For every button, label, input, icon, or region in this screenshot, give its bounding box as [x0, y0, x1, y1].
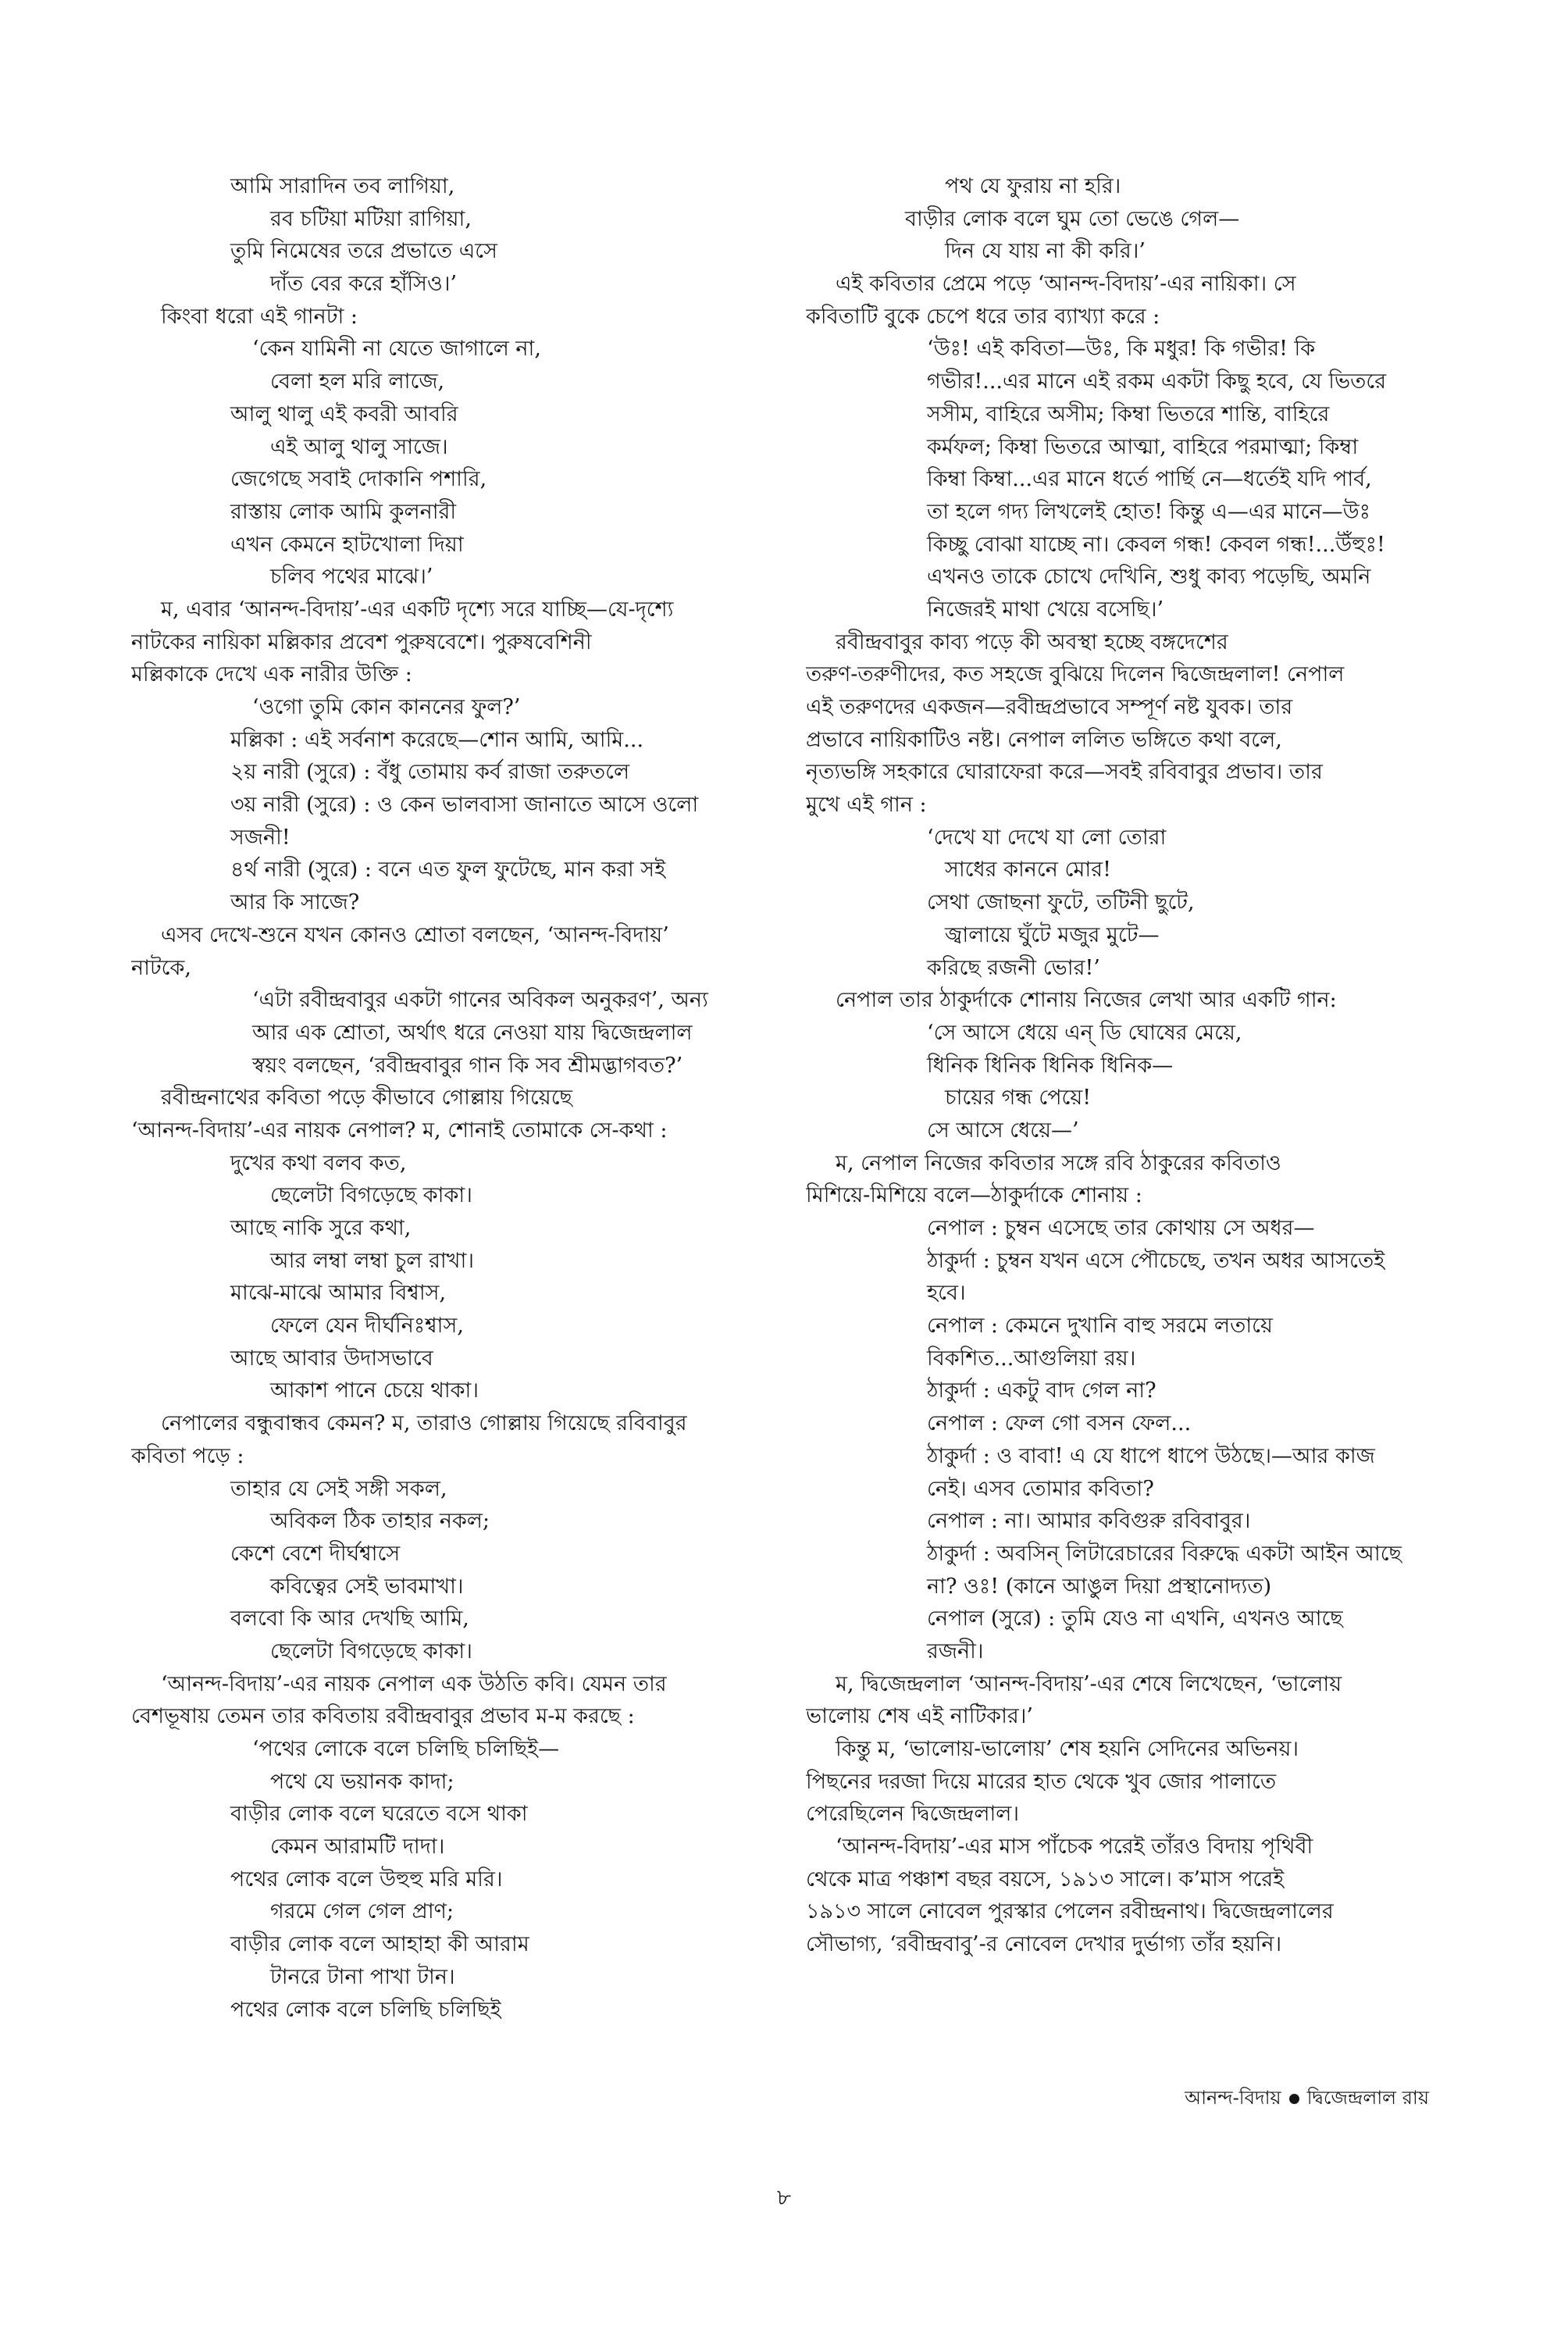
right-column-line: ‘উঃ! এই কবিতা—উঃ, কি মধুর! কি গভীর! কি: [927, 337, 1316, 362]
right-column-line: ঠাকুর্দা : একটু বাদ গেল না?: [927, 1378, 1156, 1403]
left-column-line: সজনী!: [230, 825, 290, 850]
left-column-line: মল্লিকাকে দেখে এক নারীর উক্তি :: [131, 662, 412, 687]
footer-author: দ্বিজেন্দ্রলাল রায়: [1306, 2087, 1429, 2109]
right-column-line: ‘সে আসে ধেয়ে এন্ ডি ঘোষের মেয়ে,: [927, 1020, 1242, 1045]
right-column-line: ঠাকুর্দা : চুম্বন যখন এসে পৌচেছে, তখন অধর আসতেই: [927, 1248, 1385, 1273]
right-column-line: ধিনিক ধিনিক ধিনিক ধিনিক—: [927, 1053, 1174, 1078]
left-column-line: কিংবা ধরো এই গানটা :: [161, 304, 358, 329]
left-column-line: আমি সারাদিন তব লাগিয়া,: [230, 174, 455, 198]
right-column-line: পথ যে ফুরায় না হরি।: [945, 174, 1121, 198]
right-column-line: নেপাল তার ঠাকুর্দাকে শোনায় নিজের লেখা আর একটি গান:: [836, 988, 1337, 1013]
right-column-line: প্রভাবে নায়িকাটিও নষ্ট। নেপাল ললিত ভঙ্গিতে কথা বলে,: [806, 727, 1282, 752]
right-column-line: দিন যে যায় না কী করি।’: [945, 239, 1146, 264]
left-column-line: আর লম্বা লম্বা চুল রাখা।: [270, 1248, 474, 1273]
left-column-line: ‘আনন্দ-বিদায়’-এর নায়ক নেপাল? ম, শোনাই তোমাকে সে-কথা :: [131, 1118, 668, 1143]
left-column-line: ফেলে যেন দীর্ঘনিঃশ্বাস,: [270, 1314, 464, 1339]
right-column-line: না? ওঃ! (কানে আঙুল দিয়া প্রস্থানোদ্যত): [927, 1574, 1272, 1599]
left-column-line: ছেলেটা বিগড়েছে কাকা।: [270, 1183, 472, 1208]
right-column-line: ১৯১৩ সালে নোবেল পুরস্কার পেলেন রবীন্দ্রনাথ। দ্বিজেন্দ্রলালের: [806, 1899, 1334, 1924]
left-column-line: নেপালের বন্ধুবান্ধব কেমন? ম, তারাও গোল্লায় গিয়েছে রবিবাবুর: [161, 1411, 687, 1436]
left-column-line: অবিকল ঠিক তাহার নকল;: [270, 1509, 490, 1534]
right-column-line: তা হলে গদ্য লিখলেই হোত! কিন্তু এ—এর মানে—উঃ: [927, 499, 1371, 524]
left-column-line: ৩য় নারী (সুরে) : ও কেন ভালবাসা জানাতে আসে ওলো: [230, 793, 699, 818]
right-column-line: নেপাল : চুম্বন এসেছে তার কোথায় সে অধর—: [927, 1216, 1315, 1240]
left-column-line: পথের লোক বলে চলিছি চলিছিই: [230, 1997, 501, 2022]
left-text-column: [131, 170, 779, 2026]
right-column-line: ‘আনন্দ-বিদায়’-এর মাস পাঁচেক পরেই তাঁরও বিদায় পৃথিবী: [836, 1835, 1313, 1860]
left-column-line: নাটকে,: [131, 955, 191, 980]
right-column-line: সেথা জোছনা ফুটে, তটিনী ছুটে,: [927, 890, 1195, 915]
page-number: ৮: [776, 2184, 792, 2210]
left-column-line: পথে যে ভয়ানক কাদা;: [270, 1769, 454, 1794]
left-column-line: আর কি সাজে?: [230, 890, 360, 915]
left-column-line: ‘ওগো তুমি কোন কাননের ফুল?’: [252, 695, 521, 719]
right-column-line: হবে।: [927, 1281, 966, 1306]
right-column-line: কর্মফল; কিম্বা ভিতরে আত্মা, বাহিরে পরমাত্মা; কিম্বা: [927, 434, 1359, 459]
right-column-line: তরুণ-তরুণীদের, কত সহজে বুঝিয়ে দিলেন দ্বিজেন্দ্রলাল! নেপাল: [806, 662, 1345, 687]
left-column-line: আছে নাকি সুরে কথা,: [230, 1216, 412, 1240]
right-column-line: করিছে রজনী ভোর!’: [927, 955, 1100, 980]
right-column-line: গভীর!...এর মানে এই রকম একটা কিছু হবে, যে ভিতরে: [927, 369, 1387, 394]
left-column-line: আকাশ পানে চেয়ে থাকা।: [270, 1378, 479, 1403]
left-column-line: মাঝে-মাঝে আমার বিশ্বাস,: [230, 1281, 447, 1306]
left-column-line: ‘আনন্দ-বিদায়’-এর নায়ক নেপাল এক উঠতি কবি। যেমন তার: [161, 1671, 667, 1696]
right-column-line: জ্বালায়ে ঘুঁটে মজুর মুটে—: [945, 922, 1160, 947]
left-column-line: ২য় নারী (সুরে) : বঁধু তোমায় কর্ব রাজা তরুতলে: [230, 760, 630, 785]
left-column-line: এখন কেমনে হাটখোলা দিয়া: [230, 532, 464, 557]
left-column-line: দাঁত বের করে হাঁসিও।’: [270, 272, 458, 297]
left-column-line: রবীন্দ্রনাথের কবিতা পড়ে কীভাবে গোল্লায় গিয়েছে: [161, 1086, 572, 1111]
left-column-line: গরমে গেল গেল প্রাণ;: [270, 1899, 454, 1924]
right-column-line: নৃত্যভঙ্গি সহকারে ঘোরাফেরা করে—সবই রবিবাবুর প্রভাব। তার: [806, 760, 1323, 785]
right-column-line: মুখে এই গান :: [806, 793, 927, 818]
right-column-line: ম, দ্বিজেন্দ্রলাল ‘আনন্দ-বিদায়’-এর শেষে লিখেছেন, ‘ভালোয়: [836, 1671, 1342, 1696]
left-column-line: ছেলেটা বিগড়েছে কাকা।: [270, 1639, 472, 1664]
left-column-line: আলু থালু এই কবরী আবরি: [230, 401, 458, 426]
right-column-line: নেই। এসব তোমার কবিতা?: [927, 1476, 1154, 1501]
right-column-line: কিম্বা কিম্বা...এর মানে ধর্তে পার্ছি নে—ধর্তেই যদি পার্ব,: [927, 467, 1372, 492]
right-column-line: পিছনের দরজা দিয়ে মারের হাত থেকে খুব জোর পালাতে: [806, 1769, 1277, 1794]
right-column-line: সসীম, বাহিরে অসীম; কিম্বা ভিতরে শান্তি, বাহিরে: [927, 401, 1330, 426]
right-column-line: এই তরুণদের একজন—রবীন্দ্রপ্রভাবে সম্পূর্ণ নষ্ট যুবক। তার: [806, 695, 1293, 719]
right-column-line: ‘দেখে যা দেখে যা লো তোরা: [927, 825, 1167, 850]
right-column-line: মিশিয়ে-মিশিয়ে বলে—ঠাকুর্দাকে শোনায় :: [806, 1183, 1142, 1208]
left-column-line: কেশে বেশে দীর্ঘশ্বাসে: [230, 1541, 401, 1566]
left-column-line: বাড়ীর লোক বলে আহাহা কী আরাম: [230, 1932, 529, 1957]
right-column-line: ভালোয় শেষ এই নাটিকার।’: [806, 1704, 1033, 1729]
left-column-line: আর এক শ্রোতা, অর্থাৎ ধরে নেওয়া যায় দ্বিজেন্দ্রলাল: [252, 1020, 693, 1045]
left-column-line: স্বয়ং বলছেন, ‘রবীন্দ্রবাবুর গান কি সব শ্রীমদ্ভাগবত?’: [252, 1053, 683, 1078]
left-column-line: বেশভূষায় তেমন তার কবিতায় রবীন্দ্রবাবুর প্রভাব ম-ম করছে :: [131, 1704, 635, 1729]
left-column-line: রব চটিয়া মটিয়া রাগিয়া,: [270, 206, 472, 231]
left-column-line: এই আলু থালু সাজে।: [270, 434, 448, 459]
left-column-line: এসব দেখে-শুনে যখন কোনও শ্রোতা বলছেন, ‘আনন্দ-বিদায়’: [161, 922, 669, 947]
left-column-line: কবিতা পড়ে :: [131, 1443, 244, 1468]
right-column-line: এই কবিতার প্রেমে পড়ে ‘আনন্দ-বিদায়’-এর নায়িকা। সে: [836, 272, 1296, 297]
left-column-line: বলবো কি আর দেখছি আমি,: [230, 1606, 469, 1631]
right-column-line: কবিতাটি বুকে চেপে ধরে তার ব্যাখ্যা করে :: [806, 304, 1160, 329]
right-column-line: চায়ের গন্ধ পেয়ে!: [945, 1086, 1092, 1111]
right-column-line: সে আসে ধেয়ে—’: [927, 1118, 1079, 1143]
left-column-line: মল্লিকা : এই সর্বনাশ করেছে—শোন আমি, আমি...: [230, 727, 644, 752]
right-column-line: সাধের কাননে মোর!: [945, 858, 1111, 883]
footer-credit: [1185, 2084, 1429, 2115]
bullet-icon: [1289, 2094, 1299, 2104]
footer-title: আনন্দ-বিদায়: [1185, 2087, 1281, 2109]
left-column-line: টানরে টানা পাখা টান।: [270, 1964, 455, 1989]
right-column-line: নেপাল : কেমনে দুখানি বাহু সরমে লতায়ে: [927, 1314, 1273, 1339]
left-column-line: ‘এটা রবীন্দ্রবাবুর একটা গানের অবিকল অনুকরণ’, অন্য: [252, 988, 708, 1013]
right-column-line: নেপাল : ফেল গো বসন ফেল...: [927, 1411, 1192, 1436]
right-column-line: ঠাকুর্দা : অবসিন্ লিটারেচারের বিরুদ্ধে একটা আইন আছে: [927, 1541, 1402, 1566]
right-column-line: নেপাল (সুরে) : তুমি যেও না এখনি, এখনও আছে: [927, 1606, 1343, 1631]
right-column-line: বাড়ীর লোক বলে ঘুম তো ভেঙে গেল—: [905, 206, 1240, 231]
left-column-line: ‘পথের লোকে বলে চলিছি চলিছিই—: [252, 1737, 560, 1761]
left-column-line: তাহার যে সেই সঙ্গী সকল,: [230, 1476, 447, 1501]
left-column-line: ‘কেন যামিনী না যেতে জাগালে না,: [252, 337, 541, 362]
right-column-line: রবীন্দ্রবাবুর কাব্য পড়ে কী অবস্থা হচ্ছে বঙ্গদেশের: [836, 629, 1228, 654]
right-column-line: ম, নেপাল নিজের কবিতার সঙ্গে রবি ঠাকুরের কবিতাও: [836, 1150, 1281, 1175]
right-column-line: নেপাল : না। আমার কবিগুরু রবিবাবুর।: [927, 1509, 1251, 1534]
right-column-line: পেরেছিলেন দ্বিজেন্দ্রলাল।: [806, 1802, 1020, 1827]
right-column-line: থেকে মাত্র পঞ্চাশ বছর বয়সে, ১৯১৩ সালে। ক’মাস পরেই: [806, 1867, 1285, 1892]
right-column-line: এখনও তাকে চোখে দেখিনি, শুধু কাব্য পড়েছি, অমনি: [927, 565, 1371, 590]
right-column-line: বিকশিত...আগুলিয়া রয়।: [927, 1346, 1136, 1371]
left-column-line: ৪র্থ নারী (সুরে) : বনে এত ফুল ফুটেছে, মান করা সই: [230, 858, 666, 883]
left-column-line: পথের লোক বলে উহুহু মরি মরি।: [230, 1867, 503, 1892]
left-column-line: জেগেছে সবাই দোকানি পশারি,: [230, 467, 487, 492]
right-column-line: সৌভাগ্য, ‘রবীন্দ্রবাবু’-র নোবেল দেখার দুর্ভাগ্য তাঁর হয়নি।: [806, 1932, 1282, 1957]
left-column-line: দুখের কথা বলব কত,: [230, 1150, 407, 1175]
left-column-line: তুমি নিমেষের তরে প্রভাতে এসে: [230, 239, 497, 264]
left-column-line: আছে আবার উদাসভাবে: [230, 1346, 433, 1371]
left-column-line: কবিত্বের সেই ভাবমাখা।: [270, 1574, 464, 1599]
left-column-line: নাটকের নায়িকা মল্লিকার প্রবেশ পুরুষবেশে। পুরুষবেশিনী: [131, 629, 592, 654]
right-column-line: কিচ্ছু বোঝা যাচ্ছে না। কেবল গন্ধ! কেবল গন্ধ!...উঁহুঃ!: [927, 532, 1385, 557]
left-column-line: বেলা হল মরি লাজে,: [270, 369, 445, 394]
left-column-line: ম, এবার ‘আনন্দ-বিদায়’-এর একটি দৃশ্যে সরে যাচ্ছি—যে-দৃশ্যে: [161, 597, 674, 622]
left-column-line: চলিব পথের মাঝে।’: [270, 565, 433, 590]
left-column-line: রাস্তায় লোক আমি কুলনারী: [230, 499, 457, 524]
left-column-line: বাড়ীর লোক বলে ঘরেতে বসে থাকা: [230, 1802, 528, 1827]
right-column-line: নিজেরই মাথা খেয়ে বসেছি।’: [927, 597, 1164, 622]
right-column-line: কিন্তু ম, ‘ভালোয়-ভালোয়’ শেষ হয়নি সেদিনের অভিনয়।: [836, 1737, 1299, 1761]
left-column-line: কেমন আরামটি দাদা।: [270, 1835, 445, 1860]
right-column-line: রজনী।: [927, 1639, 984, 1664]
right-column-line: ঠাকুর্দা : ও বাবা! এ যে ধাপে ধাপে উঠছে।—আর কাজ: [927, 1443, 1375, 1468]
right-text-column: [806, 170, 1466, 1961]
